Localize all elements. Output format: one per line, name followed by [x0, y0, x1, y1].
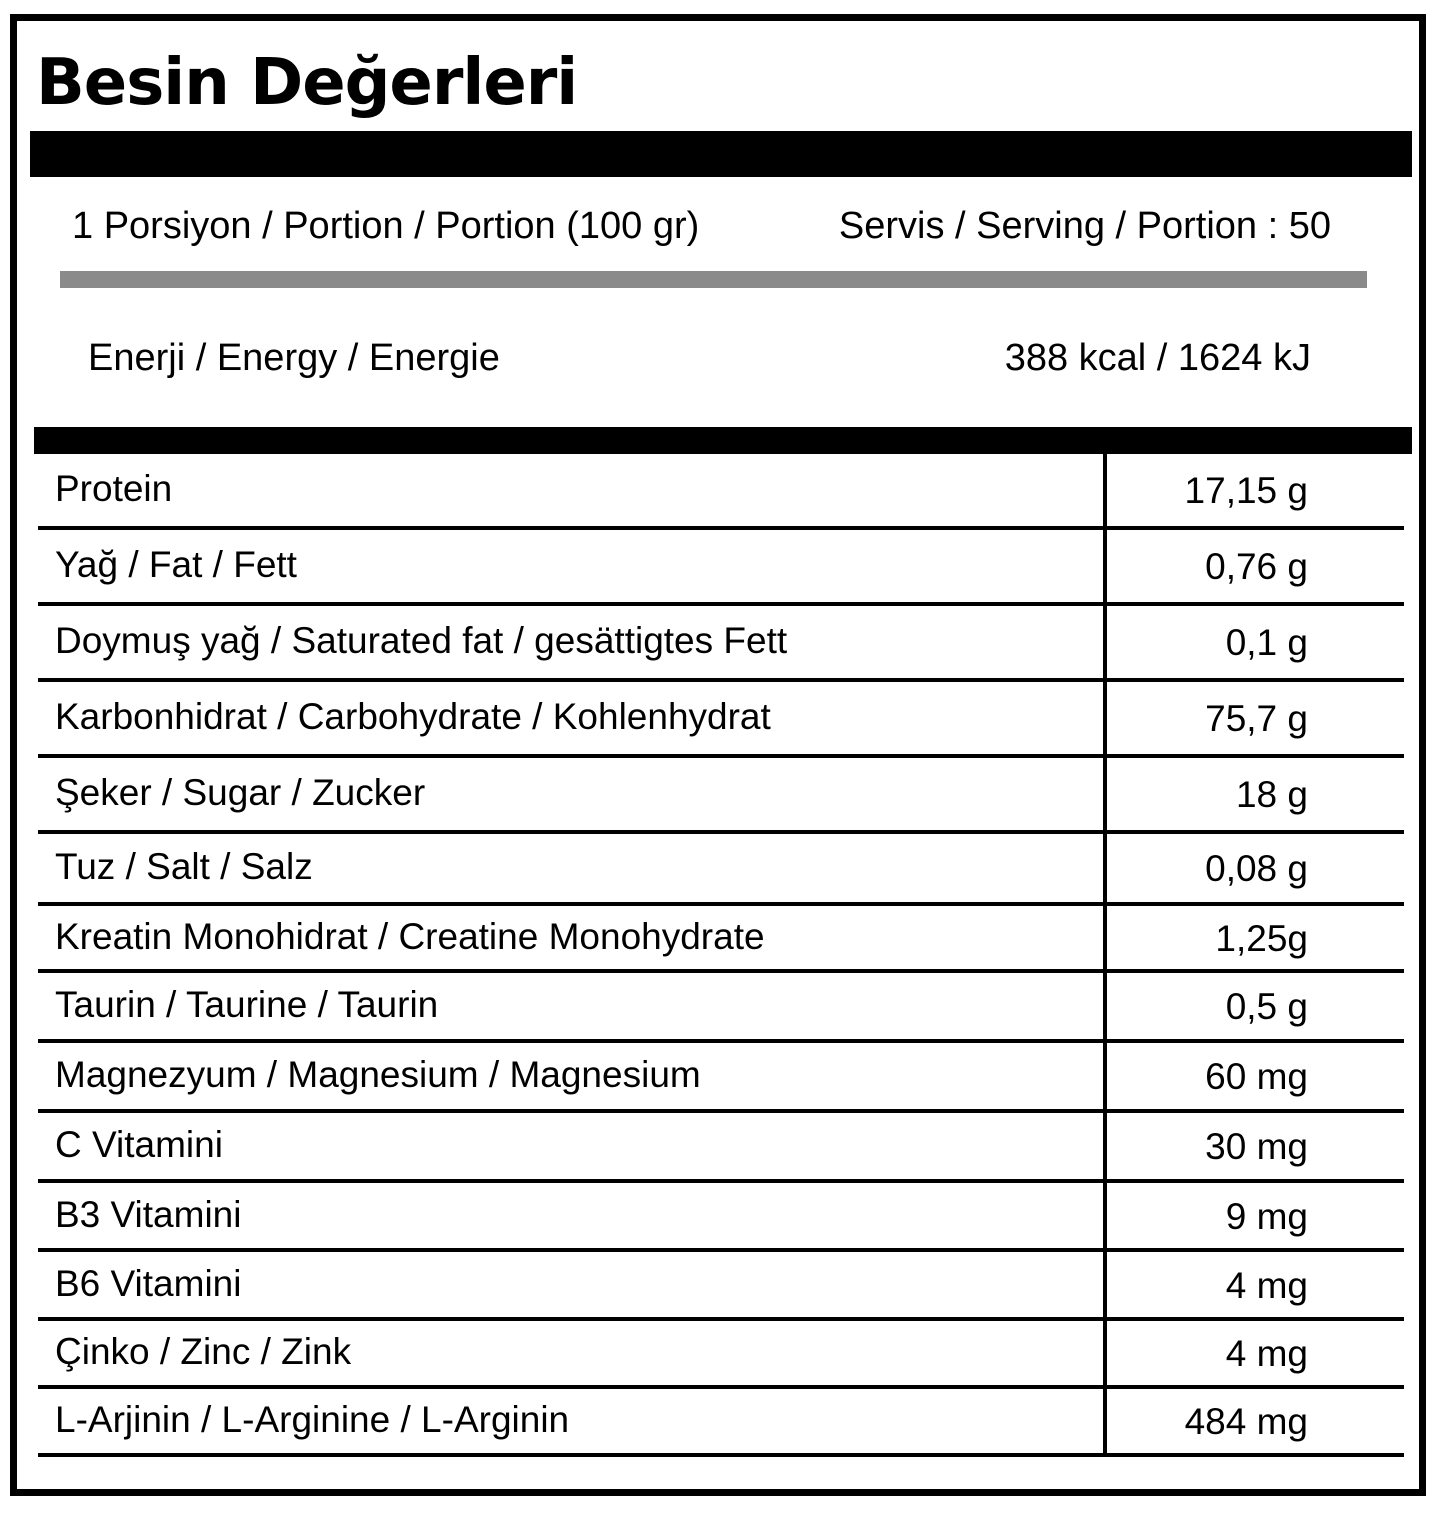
table-row: [38, 1321, 1404, 1389]
nutrient-value: 9 mg: [1225, 1195, 1308, 1237]
nutrient-label: Kreatin Monohidrat / Creatine Monohydrate: [55, 915, 765, 957]
table-row: [38, 906, 1404, 973]
nutrient-value: 0,08 g: [1205, 847, 1308, 889]
nutrient-label: B6 Vitamini: [55, 1262, 242, 1304]
nutrient-label: Yağ / Fat / Fett: [55, 544, 297, 586]
table-row: [38, 1183, 1404, 1252]
energy-value: 388 kcal / 1624 kJ: [1004, 337, 1311, 379]
servings-per-pack: Servis / Serving / Portion : 50: [838, 205, 1331, 247]
nutrient-label: Doymuş yağ / Saturated fat / gesättigtes Fett: [55, 620, 788, 662]
table-row: [38, 606, 1404, 682]
nutrient-label: Çinko / Zinc / Zink: [55, 1331, 352, 1373]
nutrient-value: 0,1 g: [1225, 621, 1308, 663]
nutrient-value: 1,25g: [1215, 917, 1308, 959]
nutrient-value: 17,15 g: [1184, 469, 1308, 511]
table-row: [38, 1252, 1404, 1321]
page-title: Besin Değerleri: [36, 46, 578, 120]
table-row: [38, 973, 1404, 1043]
table-header-bar: [34, 427, 1412, 454]
nutrient-value: 30 mg: [1205, 1125, 1308, 1167]
portion-size: 1 Porsiyon / Portion / Portion (100 gr): [72, 205, 700, 247]
nutrient-label: Protein: [55, 468, 173, 510]
table-row: [38, 454, 1404, 530]
table-row: [38, 758, 1404, 834]
nutrient-value: 60 mg: [1205, 1055, 1308, 1097]
header-bar: [30, 131, 1412, 177]
nutrient-label: L-Arjinin / L-Arginine / L-Arginin: [55, 1399, 570, 1441]
nutrient-label: Taurin / Taurine / Taurin: [55, 984, 439, 1026]
nutrient-label: Şeker / Sugar / Zucker: [55, 772, 426, 814]
nutrient-label: B3 Vitamini: [55, 1193, 242, 1235]
nutrient-label: Karbonhidrat / Carbohydrate / Kohlenhydrat: [55, 696, 771, 738]
nutrient-label: C Vitamini: [55, 1124, 223, 1166]
table-row: [38, 682, 1404, 758]
table-row: [38, 1113, 1404, 1183]
nutrient-label: Tuz / Salt / Salz: [55, 846, 313, 888]
nutrient-value: 75,7 g: [1205, 697, 1308, 739]
nutrient-table: [38, 454, 1404, 1456]
nutrient-value: 18 g: [1235, 773, 1308, 815]
table-row: [38, 834, 1404, 906]
nutrient-label: Magnezyum / Magnesium / Magnesium: [55, 1054, 701, 1096]
table-row: [38, 530, 1404, 606]
table-row: [38, 1389, 1404, 1457]
energy-label: Enerji / Energy / Energie: [88, 337, 500, 379]
nutrient-value: 0,5 g: [1225, 985, 1308, 1027]
serving-divider: [60, 271, 1367, 288]
nutrient-value: 484 mg: [1184, 1400, 1308, 1442]
table-row: [38, 1043, 1404, 1113]
nutrient-value: 4 mg: [1225, 1332, 1308, 1374]
nutrient-value: 0,76 g: [1205, 545, 1308, 587]
nutrient-value: 4 mg: [1225, 1264, 1308, 1306]
